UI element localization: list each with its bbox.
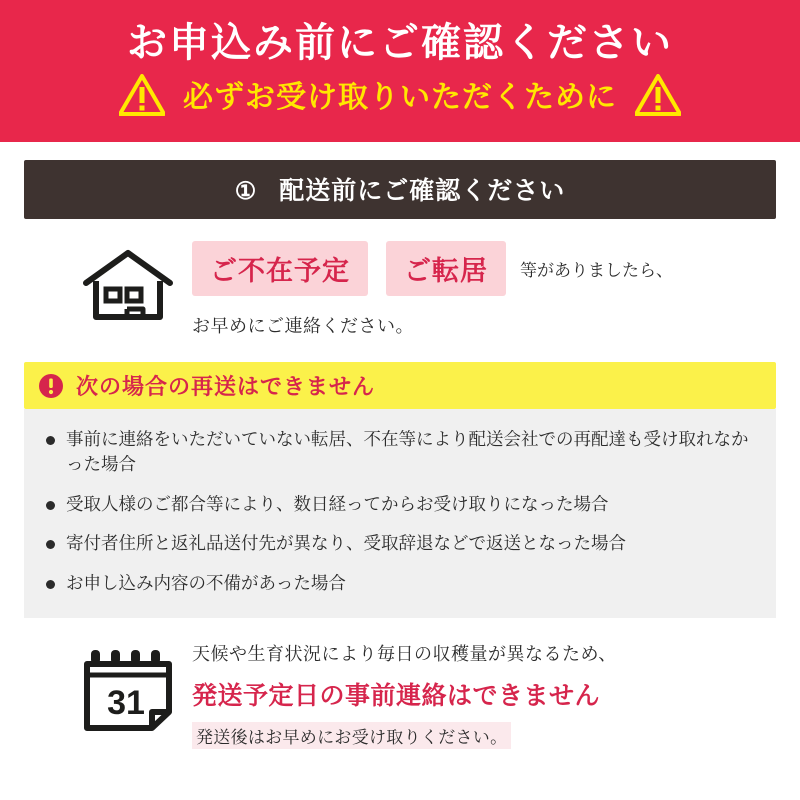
status-badge-moved: ご転居 (386, 241, 506, 296)
banner-title: お申込み前にご確認ください (127, 21, 673, 65)
shipping-date-text (174, 640, 776, 749)
exclamation-icon-right (635, 74, 681, 114)
exclamation-icon-left (119, 74, 165, 114)
list-item-label: 受取人様のご都合等により、数日経ってからお受け取りになった場合 (66, 493, 609, 514)
bullet-icon (46, 540, 55, 549)
status-chip-row (192, 241, 776, 296)
warning-text: 次の場合の再送はできません (76, 374, 376, 399)
section-heading-label: 配送前にご確認ください (279, 177, 566, 205)
contact-soon-text: お早めにご連絡ください。 (192, 316, 414, 336)
list-item (46, 531, 754, 556)
exclamation-circle-icon (38, 373, 64, 399)
bullet-icon (46, 501, 55, 510)
harvest-note: 天候や生育状況により毎日の収穫量が異なるため、 (192, 643, 617, 664)
body-wrapper (0, 142, 800, 749)
no-advance-notice-text: 発送予定日の事前連絡はできません (192, 681, 601, 710)
list-item (46, 427, 754, 478)
shipping-date-row (24, 640, 776, 749)
list-item-label: 事前に連絡をいただいていない転居、不在等により配送会社での再配達も受け取れなかった場合 (66, 429, 749, 475)
banner-subtitle-row (0, 72, 800, 116)
status-badge-absent: ご不在予定 (192, 241, 368, 296)
bullet-icon (46, 580, 55, 589)
calendar-icon (82, 640, 174, 739)
reasons-list (24, 409, 776, 618)
receive-promptly-text: 発送後はお早めにお受け取りください。 (192, 722, 511, 749)
calendar-day-number: 31 (107, 683, 145, 722)
list-item-label: お申し込み内容の不備があった場合 (66, 572, 346, 593)
list-item-label: 寄付者住所と返礼品送付先が異なり、受取辞退などで返送となった場合 (66, 533, 626, 554)
top-banner (0, 0, 800, 142)
delivery-absence-text (176, 241, 776, 338)
delivery-absence-row (24, 241, 776, 338)
section-number: ① (234, 178, 258, 205)
chip-tail-text: 等がありましたら、 (520, 261, 673, 280)
warning-bar (24, 362, 776, 409)
list-item (46, 492, 754, 517)
section-heading (24, 160, 776, 219)
bullet-icon (46, 436, 55, 445)
banner-subtitle: 必ずお受け取りいただくために (183, 81, 617, 114)
list-item (46, 571, 754, 596)
house-icon (80, 241, 176, 330)
